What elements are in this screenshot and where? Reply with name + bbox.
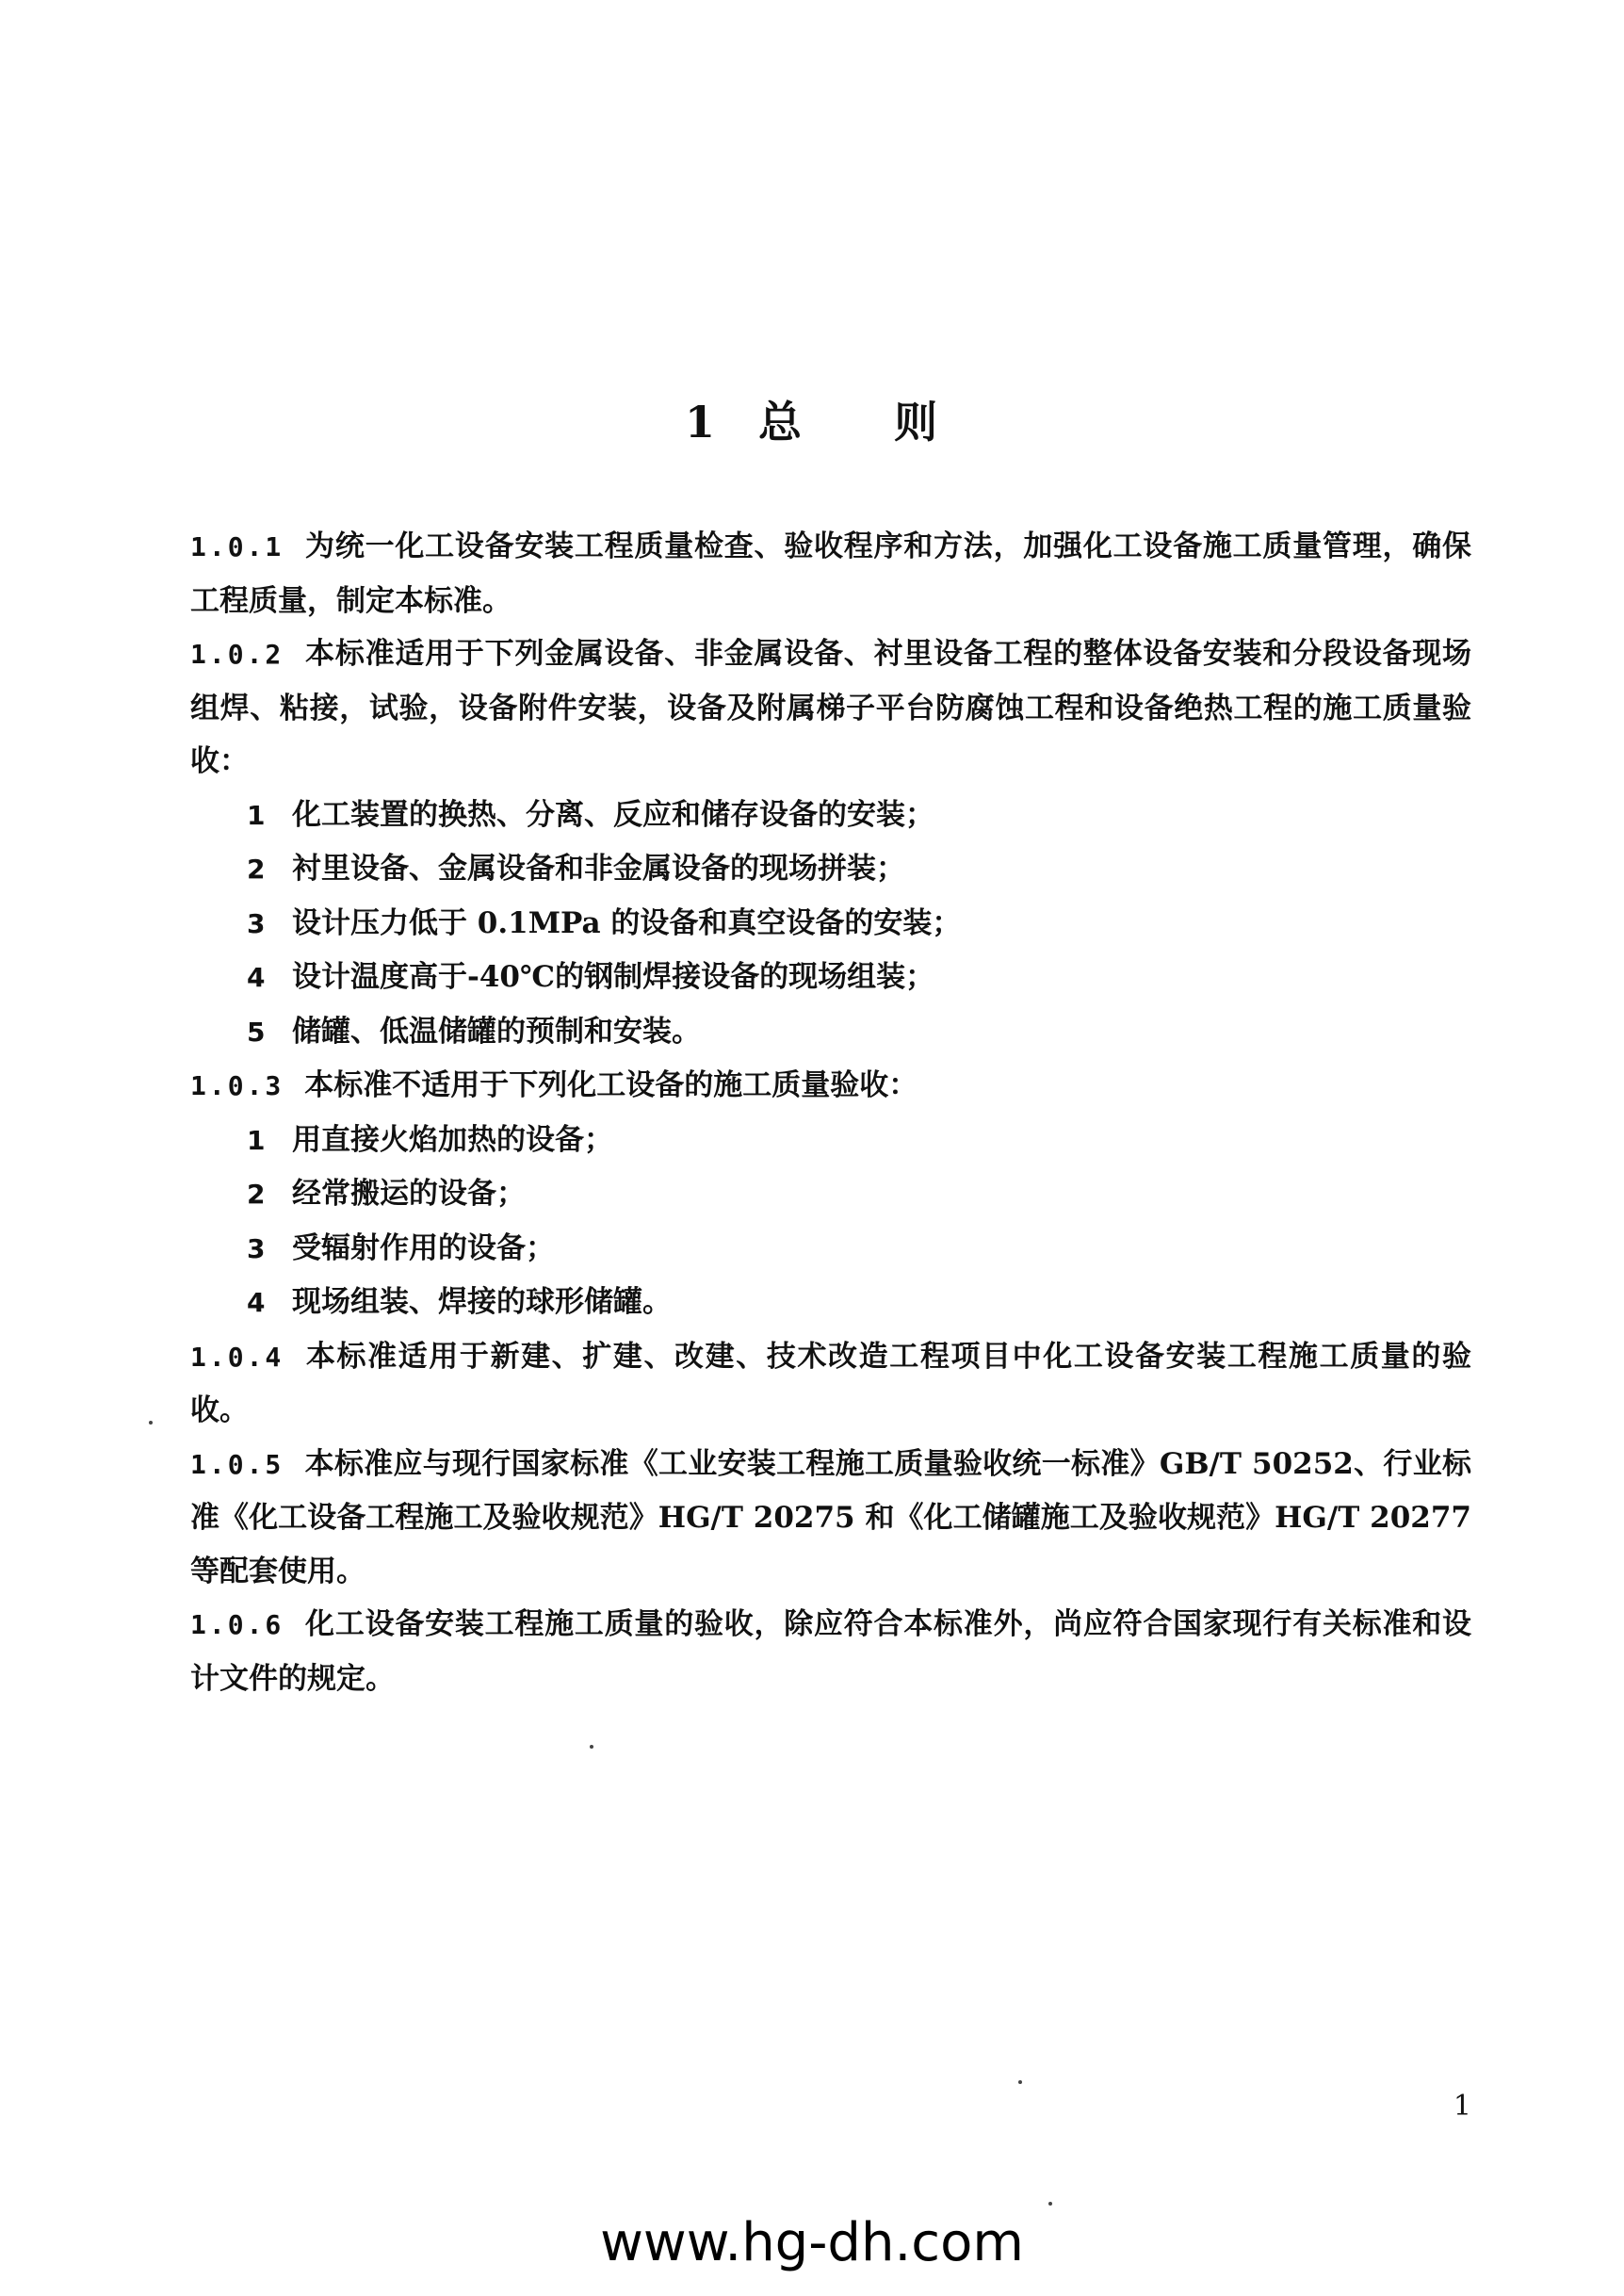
item-number: 1: [247, 799, 266, 831]
clause-text: 本标准适用于新建、扩建、改建、技术改造工程项目中化工设备安装工程施工质量的验收。: [190, 1339, 1471, 1427]
item-text: 储罐、低温储罐的预制和安装。: [292, 1014, 701, 1049]
list-item: [190, 789, 1471, 843]
chapter-body: [190, 520, 1471, 1705]
item-text: 用直接火焰加热的设备；: [292, 1122, 613, 1157]
item-number: 3: [247, 907, 266, 939]
watermark-url: www.hg-dh.com: [600, 2212, 1024, 2273]
clause-1-0-4: [190, 1330, 1471, 1438]
clause-number: 1.0.2: [190, 639, 284, 670]
chapter-title: [0, 388, 1624, 450]
list-item: [190, 1167, 1471, 1222]
item-text: 现场组装、焊接的球形储罐。: [292, 1285, 672, 1319]
chapter-title-part1: 总: [758, 397, 804, 448]
scan-speck: [590, 1745, 593, 1749]
item-number: 5: [247, 1016, 266, 1048]
clause-1-0-2: [190, 627, 1471, 789]
list-item: [190, 951, 1471, 1005]
clause-text: 本标准适用于下列金属设备、非金属设备、衬里设备工程的整体设备安装和分段设备现场组焊、粘接，试验，设备附件安装，设备及附属梯子平台防腐蚀工程和设备绝热工程的施工质量验收：: [190, 637, 1471, 778]
clause-number: 1.0.3: [190, 1070, 284, 1101]
item-number: 3: [247, 1232, 266, 1264]
scan-speck: [1018, 2080, 1022, 2084]
clause-1-0-6: [190, 1598, 1471, 1705]
item-text: 受辐射作用的设备；: [292, 1230, 555, 1265]
item-number: 2: [247, 854, 266, 885]
clause-number: 1.0.6: [190, 1609, 284, 1640]
item-text: 衬里设备、金属设备和非金属设备的现场拼装；: [292, 852, 905, 886]
scan-speck: [149, 1421, 153, 1425]
clause-number: 1.0.5: [190, 1448, 284, 1480]
scan-speck: [1048, 2202, 1052, 2206]
clause-number: 1.0.4: [190, 1341, 284, 1373]
list-item: [190, 1276, 1471, 1330]
chapter-number: 1: [684, 397, 717, 448]
list-item: [190, 842, 1471, 897]
clause-number: 1.0.1: [190, 531, 284, 562]
clause-text: 为统一化工设备安装工程质量检查、验收程序和方法，加强化工设备施工质量管理，确保工程质量，制定本标准。: [190, 529, 1471, 618]
item-text: 化工装置的换热、分离、反应和储存设备的安装；: [292, 797, 934, 832]
list-item: [190, 1005, 1471, 1060]
item-number: 1: [247, 1124, 266, 1156]
item-text: 设计温度高于-40℃的钢制焊接设备的现场组装；: [292, 960, 935, 994]
list-item: [190, 1114, 1471, 1168]
list-item: [190, 897, 1471, 952]
clause-text: 本标准应与现行国家标准《工业安装工程施工质量验收统一标准》GB/T 50252、行业标准《化工设备工程施工及验收规范》HG/T 20275 和《化工储罐施工及验收规范》HG/T 20277 等配套使用。: [190, 1446, 1471, 1588]
item-number: 4: [247, 962, 266, 993]
item-number: 2: [247, 1179, 266, 1210]
list-item: [190, 1222, 1471, 1277]
page-number: 1: [1453, 2090, 1471, 2123]
item-text: 设计压力低于 0.1MPa 的设备和真空设备的安装；: [292, 905, 962, 940]
clause-text: 本标准不适用于下列化工设备的施工质量验收：: [304, 1068, 918, 1102]
item-number: 4: [247, 1287, 266, 1318]
clause-1-0-3: [190, 1059, 1471, 1114]
chapter-title-part2: 则: [894, 397, 939, 448]
clause-1-0-5: [190, 1438, 1471, 1599]
item-text: 经常搬运的设备；: [292, 1177, 526, 1211]
clause-1-0-1: [190, 520, 1471, 627]
clause-text: 化工设备安装工程施工质量的验收，除应符合本标准外，尚应符合国家现行有关标准和设计文件的规定。: [190, 1607, 1471, 1696]
